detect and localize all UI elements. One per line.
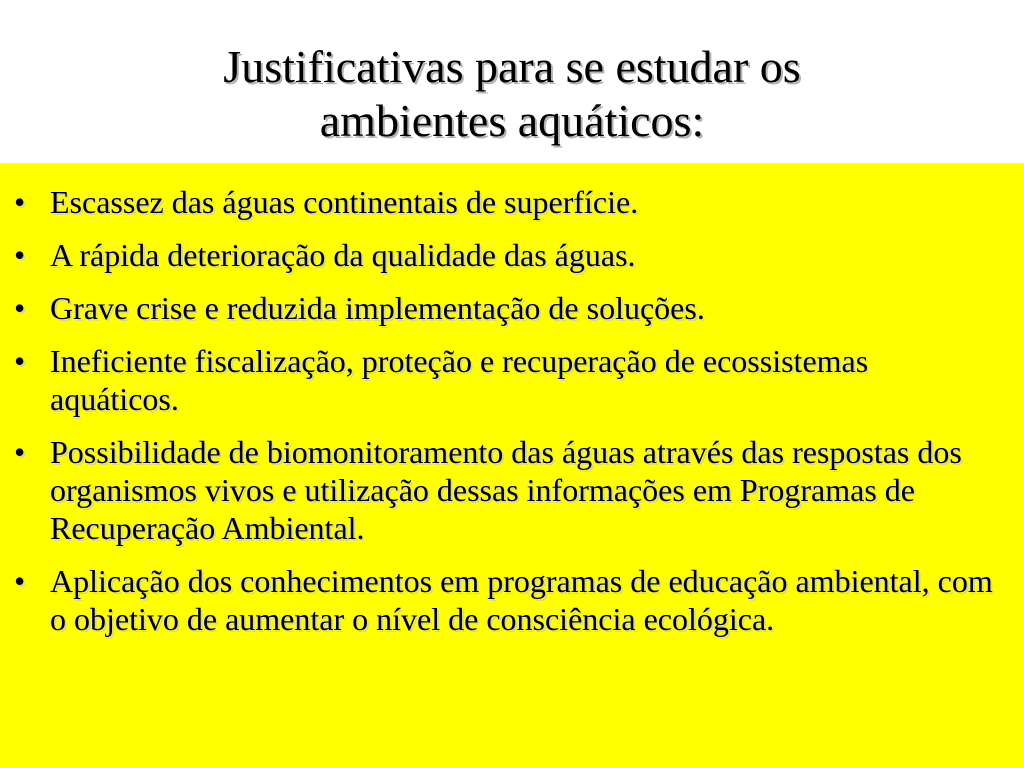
bullet-text: Grave crise e reduzida implementação de soluções. (50, 290, 705, 326)
bullet-icon: • (14, 434, 26, 470)
bullet-item-inspection (0, 342, 1000, 418)
bullet-icon: • (14, 290, 26, 326)
slide-title-area (0, 0, 1024, 163)
bullet-text: Possibilidade de biomonitoramento das águas através das respostas dos organismos vivos e utilização dessas informações em Programas de Recuperação Ambiental. (50, 434, 962, 546)
bullet-item-education (0, 562, 1000, 638)
bullet-list (0, 183, 1000, 653)
bullet-icon: • (14, 563, 26, 599)
bullet-text: Escassez das águas continentais de superfície. (50, 184, 639, 220)
bullet-item-crisis (0, 289, 1000, 327)
bullet-icon: • (14, 237, 26, 273)
bullet-icon: • (14, 184, 26, 220)
bullet-item-biomonitoring (0, 433, 1000, 547)
slide-title-line-2: ambientes aquáticos: (319, 95, 705, 146)
slide-content-area (0, 163, 1024, 768)
bullet-text: A rápida deterioração da qualidade das águas. (50, 237, 636, 273)
bullet-icon: • (14, 343, 26, 379)
slide-title (0, 40, 1024, 148)
bullet-text: Aplicação dos conhecimentos em programas de educação ambiental, com o objetivo de aumentar o nível de consciência ecológica. (50, 563, 993, 637)
bullet-text: Ineficiente fiscalização, proteção e recuperação de ecossistemas aquáticos. (50, 343, 869, 417)
bullet-item-deterioration (0, 236, 1000, 274)
slide-title-line-1: Justificativas para se estudar os (223, 41, 801, 92)
bullet-item-scarcity (0, 183, 1000, 221)
